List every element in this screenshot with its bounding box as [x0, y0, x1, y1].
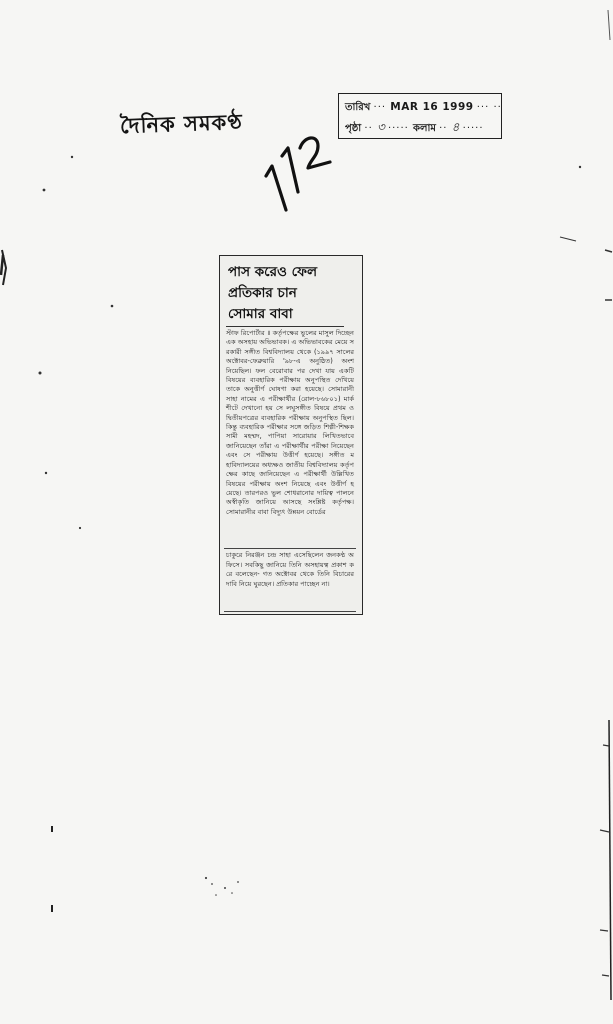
headline-line-1: পাস করেও ফেল — [228, 264, 318, 280]
stamp-page-row — [345, 119, 484, 139]
headline-line-3: সোমার বাবা — [228, 306, 293, 322]
news-clipping — [219, 255, 363, 615]
stamp-date-value: MAR 16 1999 — [390, 101, 474, 113]
archive-date-stamp — [338, 93, 502, 139]
stamp-date-label: তারিখ — [345, 102, 371, 113]
handwritten-number — [258, 118, 348, 218]
stamp-dots: ·· — [439, 123, 452, 134]
stamp-dots: ····· — [462, 123, 484, 134]
article-body: স্টাফ রিপোর্টার ॥ কর্তৃপক্ষের ভুলের মাসুল দিচ্ছেন এক অসহায় অভিভাবক। এ অভিভাবকের মেয়ে সরকারী সঙ্গীত বিশ্ববিদ্যালয় থেকে (১৯৯৭ সালের অক্টোবর-ফেব্রুয়ারি '৯৮-এ অনুষ্ঠিত) অংশ নিয়েছিল। ফল বেরোবার পর দেখা যায় একটি বিষয়ের ব্যবহারিক পরীক্ষায় অনুপস্থিত দেখিয়ে তাকে অনুত্তীর্ণ ঘোষণা করা হয়েছে। সোমারানী সাহা নামের এ পরীক্ষার্থীর (রোল-৮৬৮০১) মার্কশীটে দেখানো হয় সে লঘুসঙ্গীত বিষয়ে প্রথম ও দ্বিতীয়পত্রের ব্যবহারিক পরীক্ষায় অনুপস্থিত ছিল। কিন্তু ব্যবহারিক পরীক্ষার সঙ্গে জড়িত শিল্পী-শিক্ষক সামী মহম্মদ, পাপিয়া সারোয়ার লিখিতভাবে জানিয়েছেন তাঁরা এ পরীক্ষার্থীর পরীক্ষা নিয়েছেন এবং সে পরীক্ষায় উত্তীর্ণ হয়েছে। সঙ্গীত মহাবিদ্যালয়ের অধ্যক্ষও জাতীয় বিশ্ববিদ্যালয় কর্তৃপক্ষের কাছে জানিয়েছেন এ পরীক্ষার্থী উল্লিখিত বিষয়ের পরীক্ষায় অংশ নিয়েছে এবং উত্তীর্ণ হয়েছে। তারপরও ভুল শোধরানোর দায়িত্ব পালনে অস্বীকৃতি জানিয়ে আসছে সংশ্লিষ্ট কর্তৃপক্ষ। সোমারানীর বাবা বিদ্যুৎ উন্নয়ন বোর্ডের — [226, 329, 354, 516]
headline-divider — [226, 326, 344, 327]
article-continuation: চাকুরে নিরঞ্জন চন্দ্র সাহা এসেছিলেন জনকণ্ঠ অফিসে। সবকিছু জানিয়ে তিনি অসহায়ত্ব প্রকাশ করে বলেছেন- গত অক্টোবর থেকে তিনি বিচারের দাবি নিয়ে ঘুরছেন। প্রতিকার পাচ্ছেন না। — [226, 551, 354, 588]
handwritten-number-ink — [258, 118, 348, 218]
stamp-page-value: ৩ — [376, 120, 385, 134]
stamp-date-row — [345, 100, 502, 117]
stamp-column-value: ৪ — [451, 120, 460, 134]
stamp-dots: ·· — [364, 123, 377, 134]
newspaper-name: দৈনিক সমকণ্ঠ — [119, 108, 244, 139]
stamp-column-label: কলাম — [413, 123, 436, 134]
stamp-dots: ··· — [373, 102, 391, 113]
headline-line-2: প্রতিকার চান — [228, 285, 297, 301]
stamp-page-label: পৃষ্ঠা — [345, 123, 362, 134]
stamp-dots: ··· ·· — [476, 102, 502, 113]
article-continuation-box — [224, 548, 356, 612]
stamp-dots: ····· — [387, 123, 414, 134]
